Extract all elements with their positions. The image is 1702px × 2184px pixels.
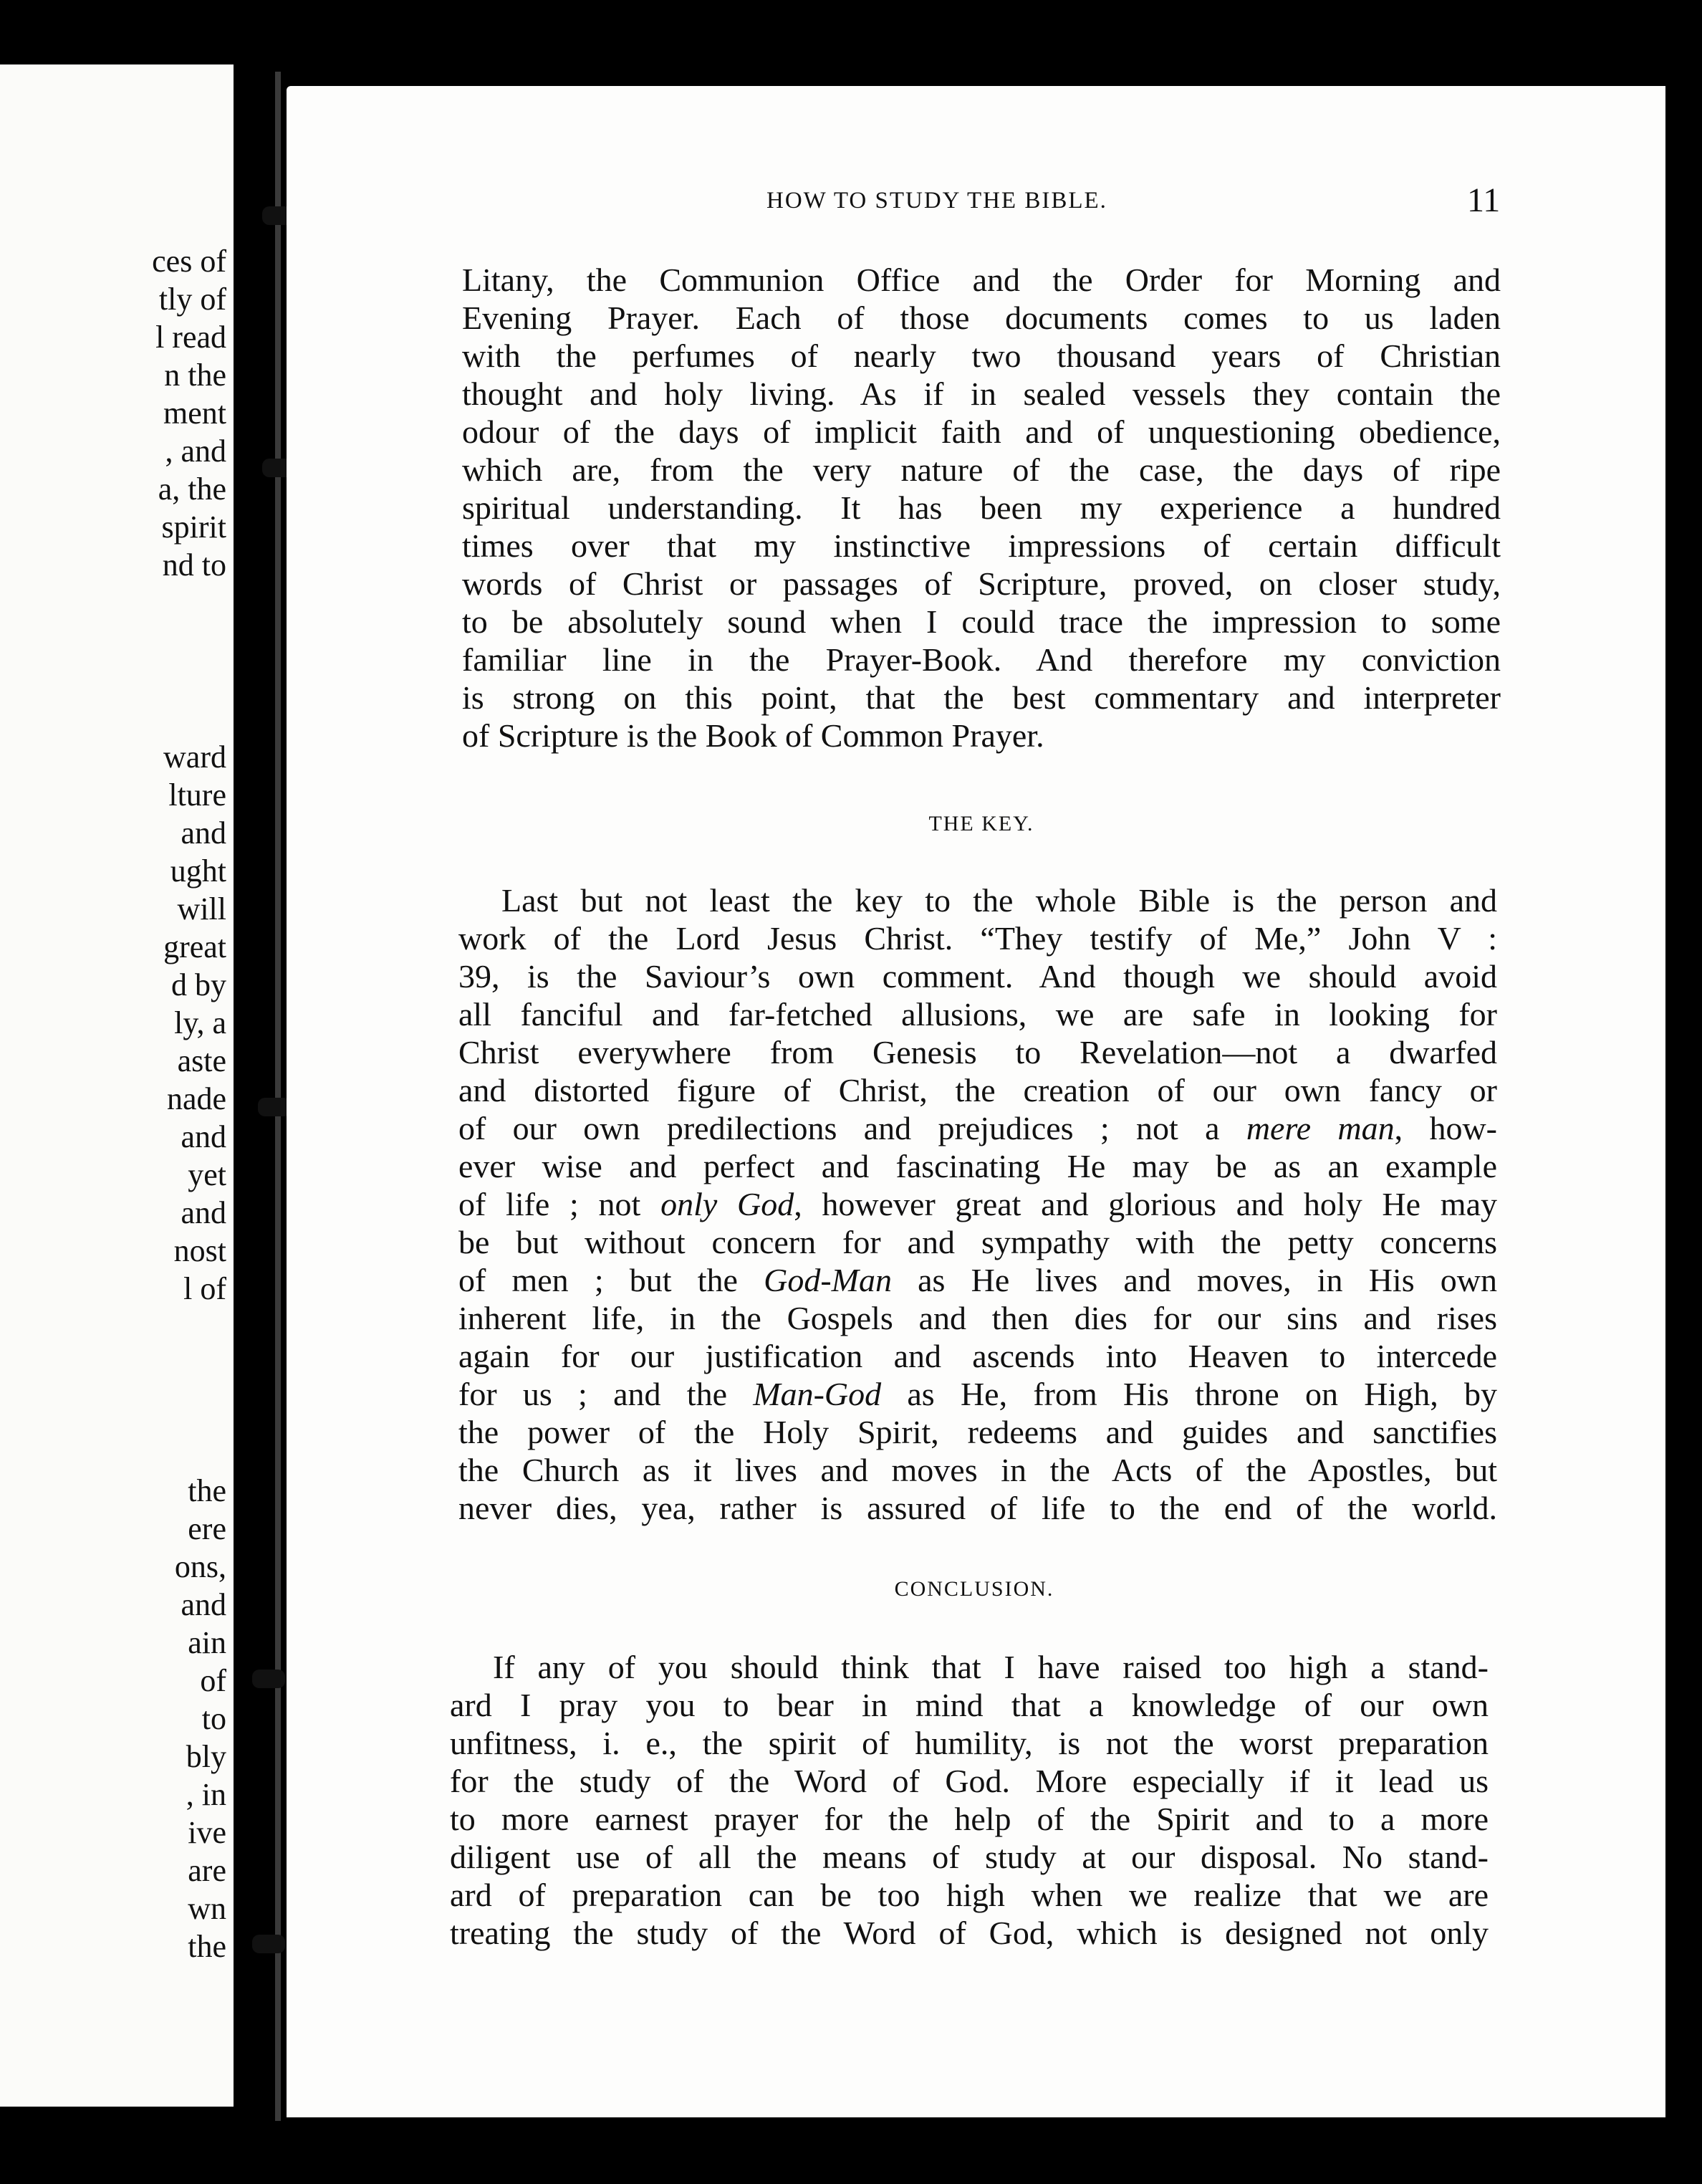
left-fragment: the bbox=[188, 1929, 226, 1964]
left-fragment: , in bbox=[186, 1777, 226, 1812]
text-line: work of the Lord Jesus Christ. “They testify of Me,” John V : bbox=[458, 920, 1497, 957]
left-fragment: to bbox=[201, 1701, 226, 1736]
text-line: Litany, the Communion Office and the Order for Morning and bbox=[462, 262, 1501, 298]
text-run: as He lives and moves, in His own bbox=[891, 1262, 1497, 1298]
left-fragment: ons, bbox=[174, 1549, 226, 1584]
text-line: Last but not least the key to the whole Bible is the person and bbox=[501, 882, 1497, 919]
left-fragment: nade bbox=[166, 1081, 226, 1116]
text-run: of life ; not bbox=[458, 1186, 661, 1222]
right-page bbox=[287, 86, 1665, 2117]
left-fragment: and bbox=[181, 815, 226, 851]
left-fragment-group-2 bbox=[0, 738, 226, 1308]
left-fragment: ere bbox=[188, 1511, 226, 1546]
text-line: and distorted figure of Christ, the creation of our own fancy or bbox=[458, 1072, 1497, 1108]
left-fragment: yet bbox=[188, 1157, 226, 1192]
running-title: HOW TO STUDY THE BIBLE. bbox=[766, 188, 1107, 214]
left-fragment: ain bbox=[188, 1625, 226, 1660]
left-fragment-group-3 bbox=[0, 1472, 226, 1965]
text-line: 39, is the Saviour’s own comment. And though we should avoid bbox=[458, 958, 1497, 995]
text-line: times over that my instinctive impressions of certain difficult bbox=[462, 527, 1501, 564]
text-run: as He, from His throne on High, by bbox=[881, 1376, 1497, 1412]
left-fragment: n the bbox=[164, 358, 226, 393]
text-line: which are, from the very nature of the case, the days of ripe bbox=[462, 451, 1501, 488]
left-fragment: and bbox=[181, 1195, 226, 1230]
binding-thread bbox=[275, 72, 281, 2121]
left-fragment: lture bbox=[168, 777, 226, 813]
left-fragment: nost bbox=[173, 1233, 226, 1268]
emphasis-text: Man-God bbox=[753, 1376, 882, 1412]
text-line: diligent use of all the means of study at our disposal. No stand- bbox=[450, 1839, 1489, 1875]
text-line: spiritual understanding. It has been my experience a hundred bbox=[462, 489, 1501, 526]
left-fragment: d by bbox=[171, 967, 226, 1002]
text-line: unfitness, i. e., the spirit of humility, is not the worst preparation bbox=[450, 1725, 1489, 1761]
left-fragment: bly bbox=[186, 1739, 226, 1774]
text-line: familiar line in the Prayer-Book. And therefore my conviction bbox=[462, 641, 1501, 678]
text-line: to more earnest prayer for the help of the Spirit and to a more bbox=[450, 1801, 1489, 1837]
left-fragment: ive bbox=[188, 1815, 226, 1850]
text-line: to be absolutely sound when I could trace the impression to some bbox=[462, 603, 1501, 640]
left-fragment: , and bbox=[165, 434, 226, 469]
left-fragment: and bbox=[181, 1587, 226, 1622]
text-line bbox=[458, 1375, 1497, 1413]
emphasis-text: mere man bbox=[1246, 1110, 1395, 1146]
text-line: Christ everywhere from Genesis to Revelation—not a dwarfed bbox=[458, 1034, 1497, 1071]
left-fragment: are bbox=[188, 1853, 226, 1888]
paragraph-prayer-book bbox=[462, 261, 1501, 755]
text-line: the power of the Holy Spirit, redeems and guides and sanctifies bbox=[458, 1414, 1497, 1450]
left-fragment: l of bbox=[183, 1271, 226, 1306]
left-fragment: nd to bbox=[162, 547, 226, 583]
left-fragment: l read bbox=[155, 320, 226, 355]
section-heading-key: THE KEY. bbox=[928, 812, 1034, 835]
left-fragment: ces of bbox=[152, 244, 226, 279]
left-fragment: ly, a bbox=[174, 1005, 226, 1040]
text-line: treating the study of the Word of God, which is designed not only bbox=[450, 1915, 1489, 1951]
left-fragment: the bbox=[188, 1473, 226, 1508]
text-line: odour of the days of implicit faith and of unquestioning obedience, bbox=[462, 413, 1501, 450]
text-run: for us ; and the bbox=[458, 1376, 754, 1412]
text-line: with the perfumes of nearly two thousand years of Christian bbox=[462, 337, 1501, 374]
section-heading-conclusion: CONCLUSION. bbox=[894, 1577, 1054, 1601]
text-line: of Scripture is the Book of Common Prayer. bbox=[462, 717, 1044, 754]
emphasis-text: God-Man bbox=[764, 1262, 892, 1298]
text-line: again for our justification and ascends into Heaven to intercede bbox=[458, 1338, 1497, 1374]
text-run: of our own predilections and prejudices ; not a bbox=[458, 1110, 1246, 1146]
text-line: never dies, yea, rather is assured of life to the end of the world. bbox=[458, 1490, 1497, 1526]
text-run: of men ; but the bbox=[458, 1262, 764, 1298]
running-head bbox=[287, 179, 1665, 222]
emphasis-text: only God bbox=[660, 1186, 794, 1222]
text-line: is strong on this point, that the best commentary and interpreter bbox=[462, 679, 1501, 716]
left-fragment: ught bbox=[170, 853, 226, 889]
text-line: If any of you should think that I have raised too high a stand- bbox=[493, 1649, 1489, 1685]
text-line: for the study of the Word of God. More especially if it lead us bbox=[450, 1763, 1489, 1799]
left-fragment: aste bbox=[177, 1043, 226, 1078]
text-line: inherent life, in the Gospels and then dies for our sins and rises bbox=[458, 1300, 1497, 1336]
text-line: Evening Prayer. Each of those documents comes to us laden bbox=[462, 300, 1501, 336]
left-fragment: tly of bbox=[158, 282, 226, 317]
paragraph-the-key bbox=[458, 881, 1497, 1527]
left-fragment: will bbox=[177, 891, 226, 926]
text-line: all fanciful and far-fetched allusions, we are safe in looking for bbox=[458, 996, 1497, 1033]
text-line: ard I pray you to bear in mind that a knowledge of our own bbox=[450, 1687, 1489, 1723]
left-fragment: wn bbox=[188, 1891, 226, 1926]
text-line: ever wise and perfect and fascinating He may be as an example bbox=[458, 1148, 1497, 1184]
binding-stitch bbox=[252, 1935, 285, 1953]
paragraph-conclusion bbox=[450, 1648, 1489, 1952]
binding-stitch bbox=[252, 1670, 285, 1688]
text-line bbox=[458, 1261, 1497, 1299]
left-fragment-group-1 bbox=[0, 242, 226, 584]
text-run: , however great and glorious and holy He may bbox=[794, 1186, 1497, 1222]
text-line: be but without concern for and sympathy with the petty concerns bbox=[458, 1224, 1497, 1260]
left-fragment: a, the bbox=[158, 471, 226, 507]
text-line: thought and holy living. As if in sealed vessels they contain the bbox=[462, 375, 1501, 412]
page-number: 11 bbox=[1467, 181, 1501, 219]
text-line bbox=[458, 1185, 1497, 1223]
left-facing-page bbox=[0, 64, 234, 2107]
text-line: words of Christ or passages of Scripture, proved, on closer study, bbox=[462, 565, 1501, 602]
left-fragment: ward bbox=[163, 739, 226, 775]
left-fragment: spirit bbox=[161, 509, 226, 545]
left-fragment: great bbox=[163, 929, 226, 964]
left-fragment: and bbox=[181, 1119, 226, 1154]
text-line: the Church as it lives and moves in the Acts of the Apostles, but bbox=[458, 1452, 1497, 1488]
left-fragment: of bbox=[200, 1663, 226, 1698]
text-line: ard of preparation can be too high when we realize that we are bbox=[450, 1877, 1489, 1913]
left-fragment: ment bbox=[163, 396, 226, 431]
text-line bbox=[458, 1109, 1497, 1147]
text-run: , how- bbox=[1394, 1110, 1497, 1146]
